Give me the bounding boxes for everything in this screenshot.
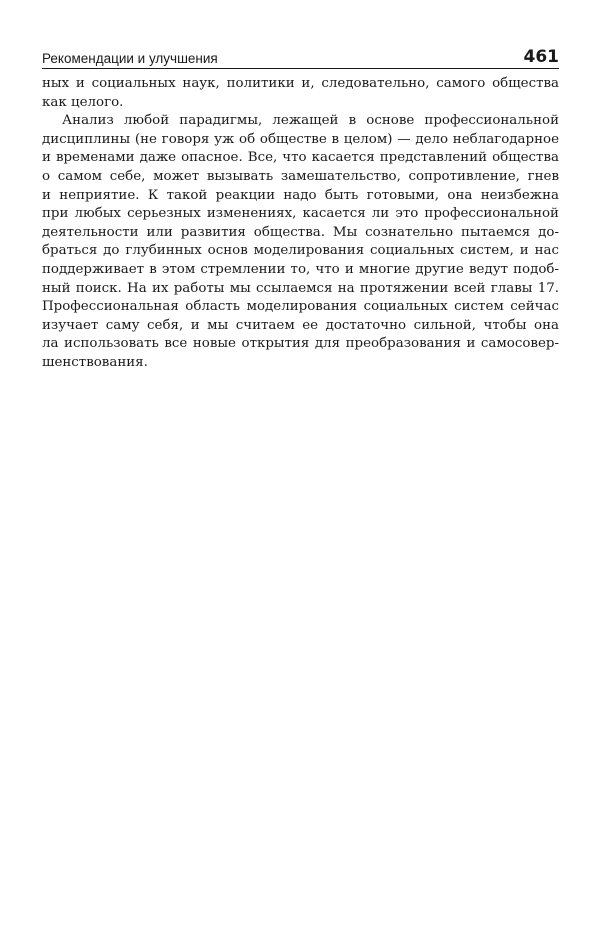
page-header: [42, 44, 559, 69]
text-line: деятельности или развития общества. Мы сознательно пытаемся до-: [42, 224, 559, 240]
body-text: [42, 75, 559, 373]
text-line: о самом себе, может вызывать замешательство, сопротивление, гнев: [42, 168, 559, 184]
paragraph-continuation: [42, 75, 559, 112]
text-line: и неприятие. К такой реакции надо быть готовыми, она неизбежна: [42, 187, 559, 203]
text-line: Анализ любой парадигмы, лежащей в основе профессиональной: [62, 113, 559, 129]
running-title: Рекомендации и улучшения: [42, 50, 218, 66]
text-line: Профессиональная область моделирования социальных систем сейчас: [42, 299, 559, 315]
page-number: 461: [523, 47, 559, 67]
paragraph-analysis: [42, 112, 559, 372]
text-line: шенствования.: [42, 354, 148, 370]
text-line: поддерживает в этом стремлении то, что и многие другие ведут подоб-: [42, 261, 559, 277]
text-line: дисциплины (не говоря уж об обществе в целом) — дело неблагодарное: [42, 131, 559, 147]
book-page: [42, 44, 559, 373]
text-line: браться до глубинных основ моделирования социальных систем, и нас: [42, 243, 559, 259]
text-line: при любых серьезных изменениях, касается ли это профессиональной: [42, 206, 559, 222]
text-line: изучает саму себя, и мы считаем ее достаточно сильной, чтобы она: [42, 317, 559, 333]
text-line: как целого.: [42, 94, 124, 110]
text-line: ла использовать все новые открытия для преобразования и самосовер-: [42, 336, 559, 352]
text-line: ных и социальных наук, политики и, следовательно, самого общества: [42, 76, 559, 91]
text-line: ный поиск. На их работы мы ссылаемся на протяжении всей главы 17.: [42, 280, 559, 296]
text-line: и временами даже опасное. Все, что касается представлений общества: [42, 150, 559, 166]
